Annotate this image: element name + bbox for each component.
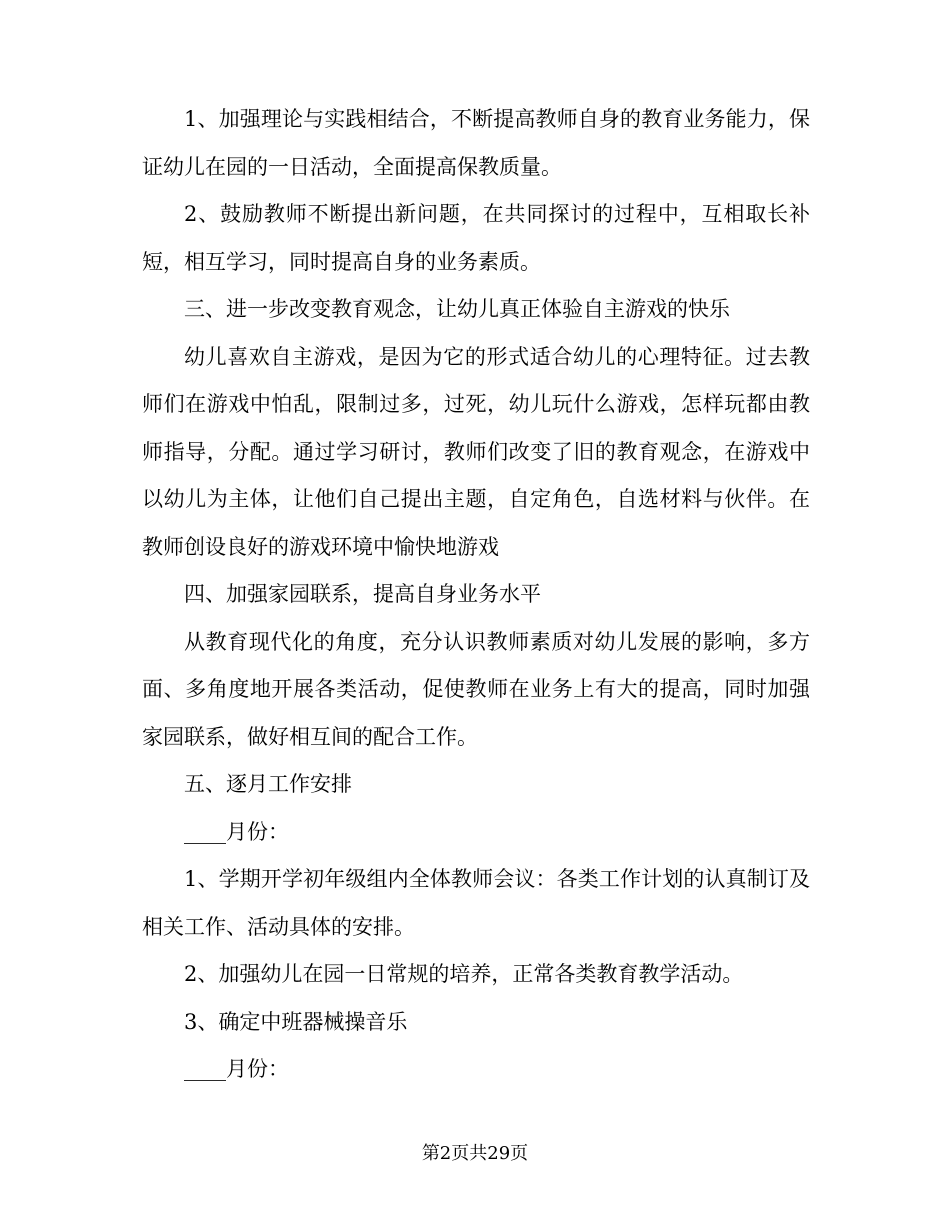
paragraph-1: 1、加强理论与实践相结合，不断提高教师自身的教育业务能力，保证幼儿在园的一日活动，全面提高保教质量。 [142, 107, 810, 179]
page-number: 第2页共29页 [421, 1143, 529, 1164]
paragraph-6: 从教育现代化的角度，充分认识教师素质对幼儿发展的影响，多方面、多角度地开展各类活动，促使教师在业务上有大的提高，同时加强家园联系，做好相互间的配合工作。 [142, 629, 810, 749]
section-heading-3: 三、进一步改变教育观念，让幼儿真正体验自主游戏的快乐 [184, 297, 730, 321]
paragraph-11: 3、确定中班器械操音乐 [184, 1009, 408, 1034]
paragraph-2: 2、鼓励教师不断提出新问题，在共同探讨的过程中，互相取长补短，相互学习，同时提高自身的业务素质。 [142, 202, 810, 274]
document-body [142, 96, 810, 1094]
paragraph-10: 2、加强幼儿在园一日常规的培养，正常各类教育教学活动。 [184, 962, 744, 986]
month-heading-2: ____月份： [184, 1057, 289, 1081]
section-heading-5: 五、逐月工作安排 [184, 772, 352, 796]
section-heading-4: 四、加强家园联系，提高自身业务水平 [184, 582, 541, 606]
paragraph-4: 幼儿喜欢自主游戏，是因为它的形式适合幼儿的心理特征。过去教师们在游戏中怕乱，限制过多，过死，幼儿玩什么游戏，怎样玩都由教师指导，分配。通过学习研讨，教师们改变了旧的教育观念，在游戏中以幼儿为主体，让他们自己提出主题，自定角色，自选材料与伙伴。在教师创设良好的游戏环境中愉快地游戏 [142, 344, 810, 559]
paragraph-9: 1、学期开学初年级组内全体教师会议：各类工作计划的认真制订及相关工作、活动具体的安排。 [142, 867, 810, 939]
month-heading-1: ____月份： [184, 819, 289, 844]
